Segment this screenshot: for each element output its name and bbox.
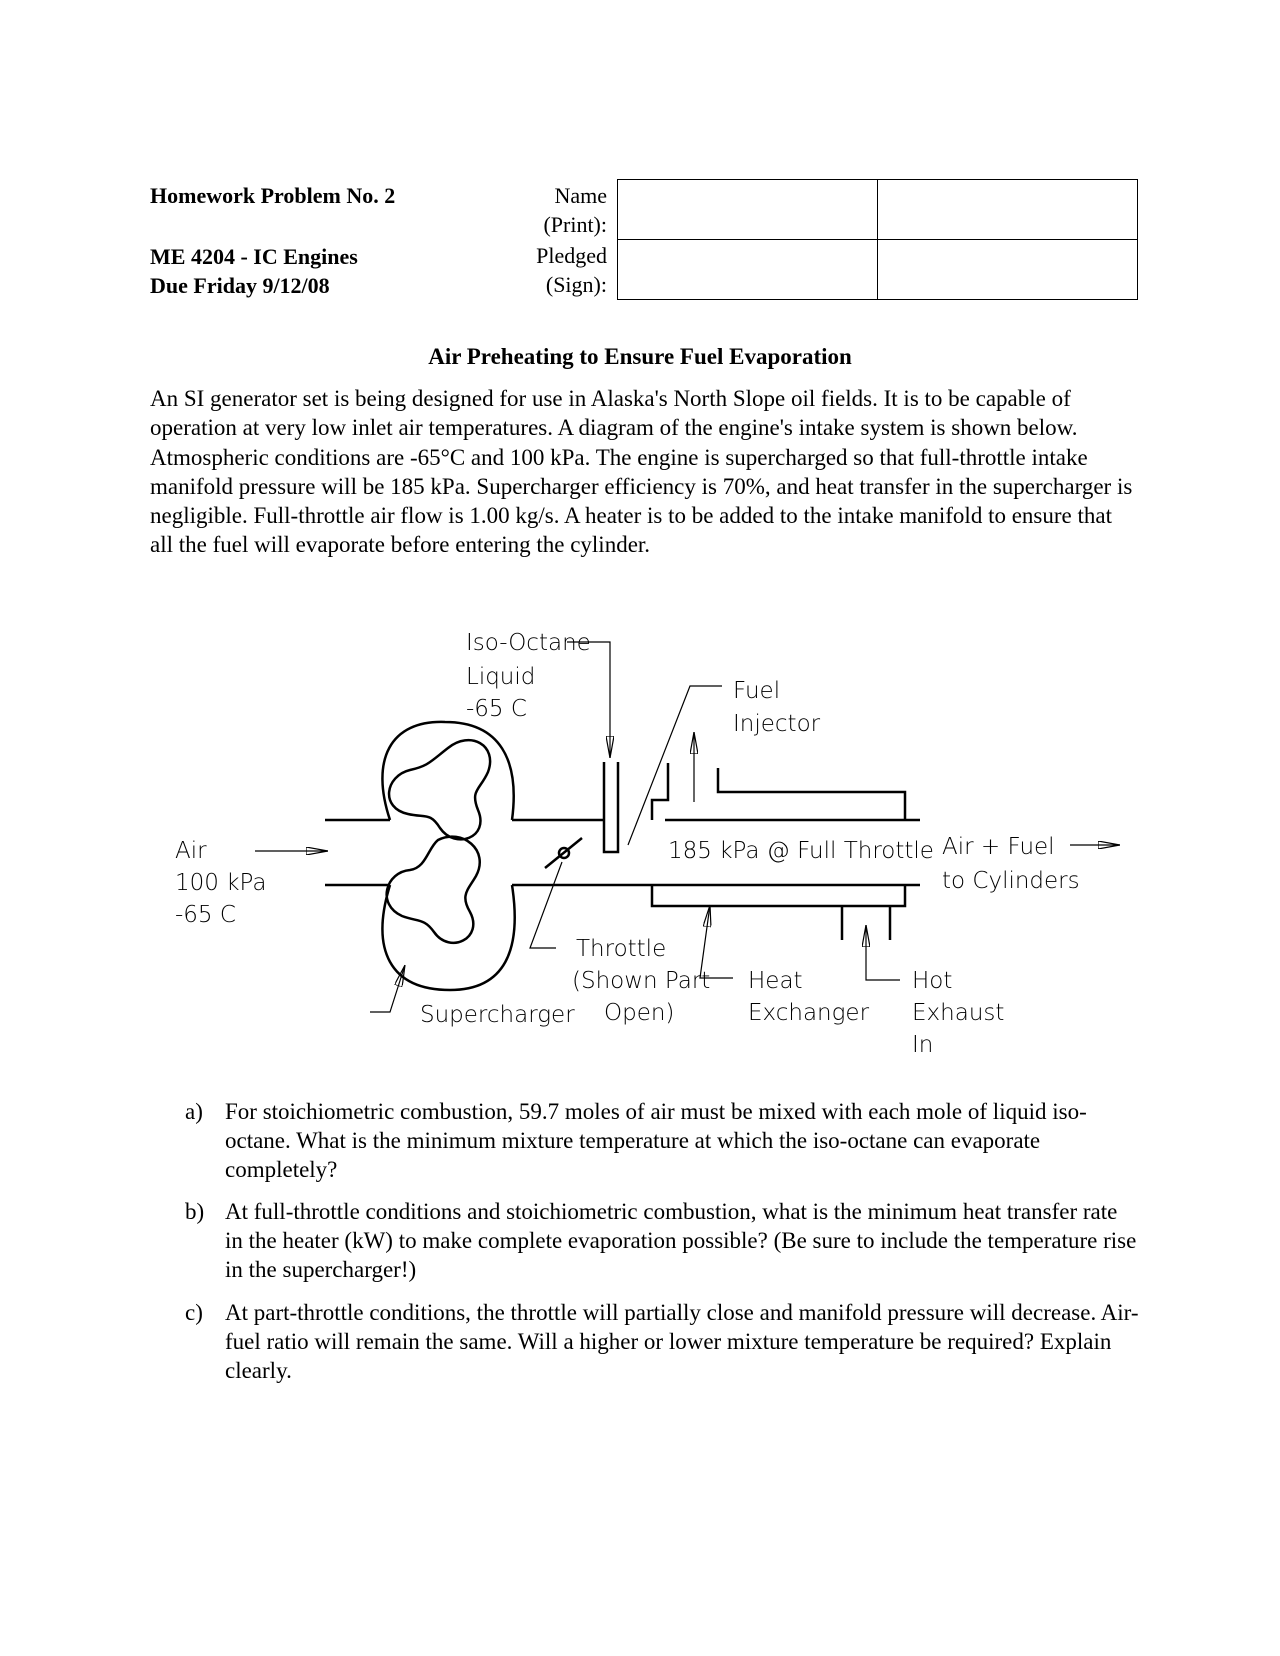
fuel-injector-tube [604,762,618,852]
throttle-plate [545,838,582,868]
throttle-label-1: Throttle [576,936,667,962]
problem-title: Air Preheating to Ensure Fuel Evaporation [428,344,852,369]
question-b-text: At full-throttle conditions and stoichiometric combustion, what is the minimum heat transfer rate in the heater (kW) to make complete evaporation possible? (Be sure to include the temperature rise in the supercharger!) [225,1199,1137,1282]
question-c [185,1298,1140,1385]
air-in-label-1: Air [175,838,207,864]
air-in-label-3: -65 C [175,902,236,928]
throttle-leader [530,862,562,948]
iso-octane-label-1: Iso-Octane [466,630,591,656]
name-label-line2: (Print): [543,212,607,237]
question-b [185,1197,1140,1284]
problem-number: Homework Problem No. 2 [150,183,396,208]
exchanger-step-right [718,768,905,820]
iso-octane-label-3: -65 C [466,696,527,722]
question-a [185,1097,1140,1184]
heat-exchanger-label-1: Heat [748,968,803,994]
question-a-text: For stoichiometric combustion, 59.7 moles of air must be mixed with each mole of liquid iso-octane. What is the minimum mixture temperature at which the iso-octane can evaporate completely? [225,1099,1087,1182]
pledged-label-line1: Pledged [536,243,607,268]
fuel-injector-label-1: Fuel [733,678,781,704]
question-a-label: a) [185,1099,203,1124]
hot-exhaust-label-2: Exhaust [912,1000,1005,1026]
supercharger-label: Supercharger [420,1002,575,1028]
iso-octane-label-2: Liquid [466,664,536,690]
pledged-label-line2: (Sign): [545,272,607,297]
course-title: ME 4204 - IC Engines [150,244,358,269]
exchanger-step-left [652,763,668,820]
rotor-top [389,740,490,839]
throttle-label-3: Open) [604,1000,675,1026]
question-c-text: At part-throttle conditions, the throttle will partially close and manifold pressure will decrease. Air-fuel ratio will remain the same. Will a higher or lower mixture temperature be required? Explain clearly. [225,1300,1139,1383]
intake-system-diagram [0,600,1280,1070]
name-label-line1: Name [554,183,607,208]
sign-field-2[interactable] [878,240,1138,300]
name-field-2[interactable] [878,180,1138,240]
due-date: Due Friday 9/12/08 [150,273,330,298]
name-label [467,181,607,239]
supercharger-casing-top [382,722,513,820]
heat-exchanger-label-2: Exchanger [748,1000,870,1026]
fuel-injector-label-2: Injector [733,711,821,737]
rotor-bottom [387,837,480,943]
air-fuel-out-label-1: Air + Fuel [942,834,1055,860]
pledged-label [467,241,607,299]
signature-table [617,179,1138,300]
question-b-label: b) [185,1199,205,1224]
problem-statement: An SI generator set is being designed for use in Alaska's North Slope oil fields. It is to be capable of operation at very low inlet air temperatures. A diagram of the engine's intake system is shown below. Atmospheric conditions are -65°C and 100 kPa. The engine is supercharged so that full-throttle intake manifold pressure will be 185 kPa. Supercharger efficiency is 70%, and heat transfer in the supercharger is negligible. Full-throttle air flow is 1.00 kg/s. A heater is to be added to the intake manifold to ensure that all the fuel will evaporate before entering the cylinder. [150,386,1133,558]
air-fuel-out-label-2: to Cylinders [942,868,1080,894]
hot-exhaust-label-3: In [912,1032,934,1058]
iso-octane-arrow [567,642,610,758]
hot-exhaust-label-1: Hot [912,968,953,994]
supercharger-leader [370,965,405,1012]
sign-field-1[interactable] [618,240,878,300]
heat-exchanger-bottom [652,885,905,906]
throttle-label-2: (Shown Part [572,968,711,994]
air-in-label-2: 100 kPa [175,870,267,896]
name-field-1[interactable] [618,180,878,240]
exhaust-in-arrow [866,925,900,980]
manifold-pressure-label: 185 kPa @ Full Throttle [668,838,934,864]
question-c-label: c) [185,1300,203,1325]
